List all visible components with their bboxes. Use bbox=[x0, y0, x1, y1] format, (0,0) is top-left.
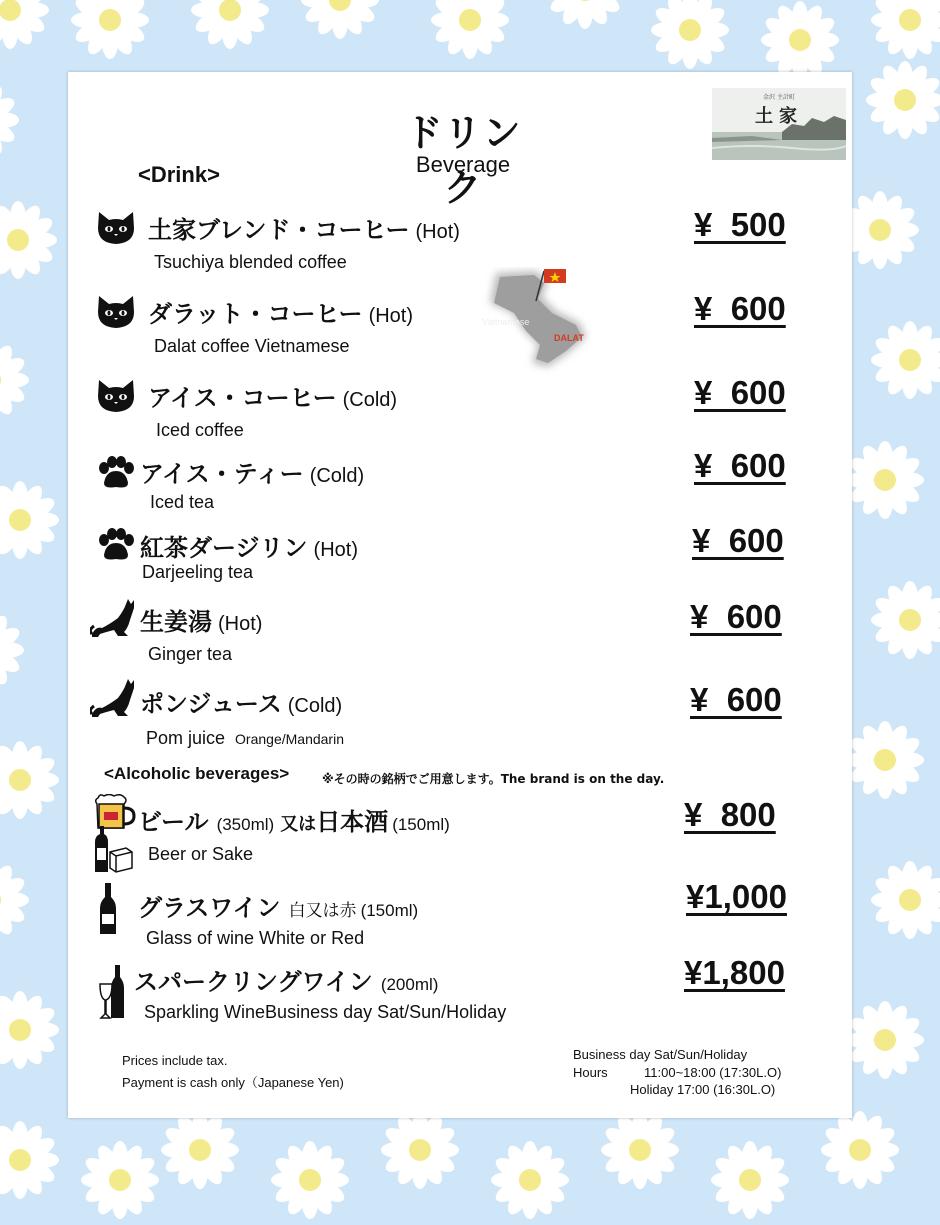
alcohol-size-2: (150ml) bbox=[392, 815, 450, 834]
drink-temperature: (Hot) bbox=[415, 221, 460, 243]
logo-small-text: 金沢 主計町 bbox=[763, 94, 795, 101]
daisy-flower-icon bbox=[485, 1135, 575, 1225]
stretching-cat-icon bbox=[90, 598, 138, 638]
daisy-flower-icon bbox=[375, 1105, 465, 1195]
paw-print-icon bbox=[96, 456, 136, 494]
daisy-flower-icon bbox=[0, 735, 65, 825]
drink-english-text: Dalat coffee Vietnamese bbox=[154, 336, 350, 356]
daisy-flower-icon bbox=[155, 1105, 245, 1195]
daisy-flower-icon bbox=[295, 0, 385, 45]
alcohol-english-name: Glass of wine White or Red bbox=[146, 928, 365, 948]
drink-price: ¥ 500 bbox=[694, 206, 786, 243]
drink-name bbox=[140, 602, 262, 637]
drink-price: ¥ 600 bbox=[694, 290, 786, 327]
cat-face-icon bbox=[96, 210, 136, 250]
daisy-flower-icon bbox=[65, 0, 155, 65]
wine-bottle-icon bbox=[98, 882, 118, 936]
daisy-flower-icon bbox=[865, 315, 940, 405]
alcohol-size: (200ml) bbox=[380, 975, 439, 994]
drink-name-japanese: アイス・ティー bbox=[140, 460, 304, 488]
cat-face-icon bbox=[96, 378, 136, 414]
page-subtitle: Beverage bbox=[415, 152, 511, 177]
alcohol-price: ¥1,000 bbox=[686, 878, 787, 915]
alcohol-name bbox=[134, 962, 438, 997]
cat-face-icon bbox=[96, 294, 136, 334]
drink-name bbox=[148, 378, 397, 413]
drink-section-header: <Drink> bbox=[138, 162, 220, 187]
drink-english-text: Tsuchiya blended coffee bbox=[154, 252, 347, 272]
drink-name-japanese: 生姜湯 bbox=[140, 608, 212, 636]
alcohol-price: ¥ 800 bbox=[684, 796, 776, 833]
alcohol-name-japanese: ビール bbox=[138, 808, 209, 836]
daisy-flower-icon bbox=[265, 1135, 355, 1225]
drink-name bbox=[140, 684, 342, 719]
wine-glass-bottle-icon bbox=[98, 964, 128, 1022]
drink-temperature: (Hot) bbox=[313, 539, 358, 561]
alcohol-english-name: Sparkling WineBusiness day Sat/Sun/Holiday bbox=[144, 1002, 507, 1022]
stretching-cat-icon bbox=[90, 678, 138, 722]
map-label-country: Vietnamese bbox=[482, 317, 530, 327]
drink-temperature: (Hot) bbox=[218, 613, 263, 635]
page-title: ドリンク bbox=[404, 111, 522, 210]
drink-name-japanese: 紅茶ダージリン bbox=[140, 534, 308, 562]
beer-and-sake-icon bbox=[92, 794, 136, 874]
paw-print-icon bbox=[96, 456, 136, 490]
drink-name-japanese: アイス・コーヒー bbox=[148, 384, 337, 412]
drink-english-text: Iced tea bbox=[150, 492, 215, 512]
daisy-flower-icon bbox=[840, 715, 930, 805]
drink-english-name bbox=[154, 252, 347, 273]
drink-price: ¥ 600 bbox=[690, 681, 782, 718]
drink-name bbox=[148, 210, 460, 245]
daisy-flower-icon bbox=[185, 0, 275, 55]
drink-english-name bbox=[154, 336, 349, 357]
map-label-city: DALAT bbox=[554, 333, 584, 343]
daisy-flower-icon bbox=[0, 605, 30, 695]
wine-bottle-icon bbox=[98, 882, 118, 940]
daisy-flower-icon bbox=[865, 855, 940, 945]
daisy-flower-icon bbox=[840, 995, 930, 1085]
drink-name bbox=[140, 454, 364, 489]
alcohol-size: 白又は赤 bbox=[288, 901, 357, 920]
drink-name-japanese: ダラット・コーヒー bbox=[148, 300, 363, 328]
drink-english-name bbox=[150, 492, 214, 513]
drink-english-text: Darjeeling tea bbox=[142, 562, 254, 582]
alcohol-name-japanese: グラスワイン bbox=[138, 894, 281, 922]
drink-english-text: Ginger tea bbox=[148, 644, 233, 664]
paw-print-icon bbox=[96, 528, 136, 566]
daisy-flower-icon bbox=[0, 75, 25, 165]
drink-name-japanese: 土家ブレンド・コーヒー bbox=[148, 216, 410, 244]
hours-holiday: Holiday 17:00 (16:30L.O) bbox=[630, 1082, 776, 1097]
riverside-scene-icon bbox=[712, 88, 846, 160]
drink-english-detail: Orange/Mandarin bbox=[235, 731, 344, 747]
daisy-flower-icon bbox=[865, 575, 940, 665]
drink-price: ¥ 600 bbox=[690, 598, 782, 635]
beer-and-sake-icon bbox=[92, 794, 136, 878]
drink-price: ¥ 600 bbox=[692, 522, 784, 559]
drink-temperature: (Cold) bbox=[309, 465, 365, 487]
alcohol-name bbox=[138, 802, 450, 837]
daisy-flower-icon bbox=[595, 1105, 685, 1195]
daisy-flower-icon bbox=[645, 0, 735, 75]
daisy-flower-icon bbox=[0, 0, 55, 55]
stretching-cat-icon bbox=[90, 678, 138, 718]
drink-english-name bbox=[156, 420, 244, 441]
cat-face-icon bbox=[96, 210, 136, 246]
drink-name bbox=[148, 294, 413, 329]
drink-name-japanese: ポンジュース bbox=[140, 690, 282, 718]
shop-logo bbox=[712, 88, 846, 160]
drink-name bbox=[140, 528, 358, 563]
daisy-flower-icon bbox=[425, 0, 515, 65]
daisy-flower-icon bbox=[0, 195, 63, 285]
alcohol-name bbox=[138, 888, 418, 923]
daisy-flower-icon bbox=[815, 1105, 905, 1195]
alcohol-section-header: <Alcoholic beverages> bbox=[104, 764, 290, 783]
hours-weekday: 11:00~18:00 (17:30L.O) bbox=[644, 1065, 782, 1080]
drink-price: ¥ 600 bbox=[694, 374, 786, 411]
daisy-flower-icon bbox=[0, 855, 35, 945]
cat-face-icon bbox=[96, 294, 136, 330]
drink-english-text: Pom juice bbox=[146, 728, 226, 748]
daisy-flower-icon bbox=[75, 1135, 165, 1225]
logo-main-text: 土家 bbox=[755, 106, 803, 127]
payment-note: Payment is cash only（Japanese Yen) bbox=[122, 1075, 344, 1090]
wine-glass-bottle-icon bbox=[98, 964, 128, 1026]
drink-price: ¥ 600 bbox=[694, 447, 786, 484]
drink-english-name bbox=[148, 644, 232, 665]
drink-temperature: (Cold) bbox=[342, 389, 398, 411]
daisy-flower-icon bbox=[705, 1135, 795, 1225]
alcohol-english-name: Beer or Sake bbox=[148, 844, 254, 864]
paw-print-icon bbox=[96, 528, 136, 562]
alcohol-size: (350ml) bbox=[216, 815, 275, 834]
alcohol-or-text: 又は bbox=[280, 814, 317, 835]
drink-english-name bbox=[146, 728, 344, 749]
hours-label: Hours bbox=[573, 1065, 608, 1080]
daisy-flower-icon bbox=[840, 435, 930, 525]
cat-face-icon bbox=[96, 378, 136, 418]
daisy-flower-icon bbox=[0, 475, 65, 565]
daisy-flower-icon bbox=[0, 1115, 65, 1205]
daisy-flower-icon bbox=[0, 985, 65, 1075]
drink-temperature: (Cold) bbox=[287, 695, 343, 717]
daisy-flower-icon bbox=[0, 335, 35, 425]
vietnam-map-icon bbox=[478, 267, 600, 375]
daisy-flower-icon bbox=[540, 0, 630, 35]
alcohol-name-japanese: スパークリングワイン bbox=[134, 968, 373, 996]
stretching-cat-icon bbox=[90, 598, 138, 642]
drink-temperature: (Hot) bbox=[368, 305, 414, 327]
tax-note: Prices include tax. bbox=[122, 1053, 228, 1068]
alcohol-name-japanese-2: 日本酒 bbox=[316, 808, 389, 836]
drink-english-text: Iced coffee bbox=[156, 420, 244, 440]
daisy-flower-icon bbox=[860, 55, 940, 145]
alcohol-price: ¥1,800 bbox=[684, 954, 785, 991]
alcohol-size-2: (150ml) bbox=[360, 901, 419, 920]
hours-header: Business day Sat/Sun/Holiday bbox=[573, 1047, 748, 1062]
alcohol-note: ※その時の銘柄でご用意します。The brand is on the day. bbox=[322, 772, 665, 786]
menu-card bbox=[68, 72, 852, 1118]
drink-english-name bbox=[142, 562, 253, 583]
